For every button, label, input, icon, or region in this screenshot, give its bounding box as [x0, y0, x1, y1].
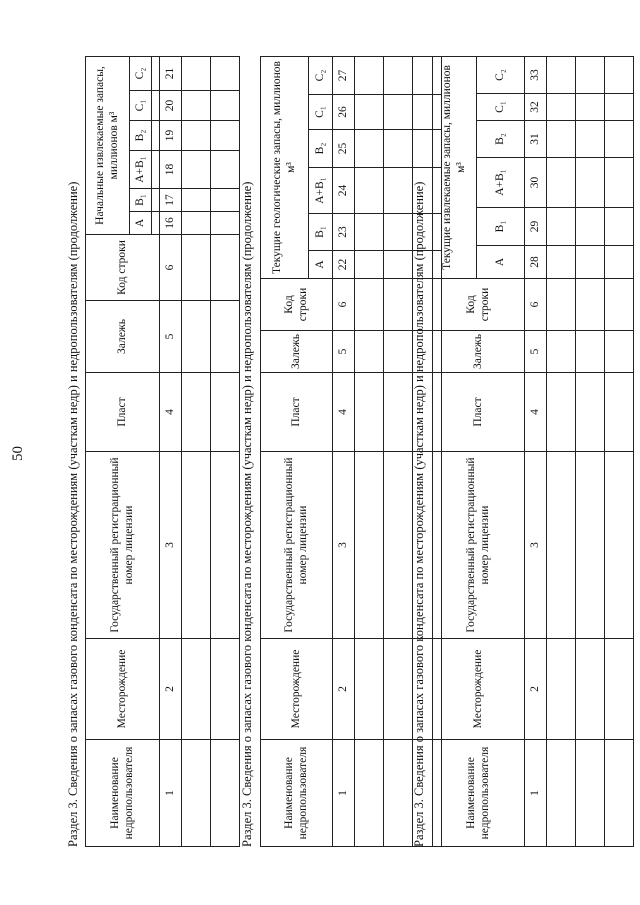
header-group-title: Начальные извлекаемые запасы, миллионов м³	[86, 56, 130, 234]
col-number: 4	[333, 373, 355, 452]
page-number: 50	[10, 446, 26, 461]
header-license: Государственный регистрационный номер лицензии	[261, 452, 333, 639]
column-number-row	[333, 56, 355, 846]
col-number: 5	[333, 331, 355, 373]
header-group-title: Текущие извлекаемые запасы, миллионов м³	[433, 56, 477, 278]
table-row	[576, 56, 605, 846]
header-cat-c1: C₁	[309, 95, 333, 130]
col-number: 1	[333, 740, 355, 847]
col-number: 2	[333, 639, 355, 740]
header-cat-a-b1: А+B₁	[477, 158, 525, 208]
col-number: 28	[525, 246, 547, 279]
col-number: 2	[160, 639, 182, 740]
header-layer: Пласт	[86, 373, 160, 452]
header-license: Государственный регистрационный номер лицензии	[86, 452, 160, 639]
col-number: 29	[525, 208, 547, 246]
column-number-row	[160, 56, 182, 846]
col-number: 17	[160, 189, 182, 212]
header-deposit: Залежь	[261, 331, 333, 373]
col-number: 18	[160, 151, 182, 189]
col-number: 33	[525, 56, 547, 93]
header-cat-a: А	[130, 212, 152, 235]
col-number: 6	[525, 279, 547, 331]
table-row	[211, 56, 240, 846]
header-cat-c2: C₂	[130, 56, 152, 90]
col-number: 22	[333, 251, 355, 279]
col-number: 24	[333, 168, 355, 214]
header-subsoil-user: Наименование недропользователя	[86, 740, 160, 847]
table-row	[182, 56, 211, 846]
table-row	[547, 56, 576, 846]
header-cat-b1: B₁	[477, 208, 525, 246]
header-deposit: Залежь	[86, 301, 160, 373]
header-license: Государственный регистрационный номер лицензии	[433, 452, 525, 639]
col-number: 32	[525, 94, 547, 121]
col-number: 6	[160, 235, 182, 301]
col-number: 23	[333, 214, 355, 251]
col-number: 4	[160, 373, 182, 452]
col-number: 1	[160, 740, 182, 847]
header-cat-c1: C₁	[477, 94, 525, 121]
header-row-code: Код строки	[261, 279, 333, 331]
header-cat-c2: C₂	[309, 56, 333, 94]
table-current-recoverable	[432, 56, 634, 847]
header-subsoil-user: Наименование недропользователя	[433, 740, 525, 847]
column-number-row	[525, 56, 547, 846]
header-field: Месторождение	[261, 639, 333, 740]
header-layer: Пласт	[433, 373, 525, 452]
col-number: 16	[160, 212, 182, 235]
col-number: 1	[525, 740, 547, 847]
col-number: 31	[525, 121, 547, 158]
col-number: 3	[333, 452, 355, 639]
col-number: 30	[525, 158, 547, 208]
col-number: 27	[333, 56, 355, 94]
header-row-code: Код строки	[433, 279, 525, 331]
header-field: Месторождение	[86, 639, 160, 740]
table-initial-recoverable	[85, 56, 240, 847]
col-number: 19	[160, 121, 182, 151]
header-cat-a: А	[309, 251, 333, 279]
header-cat-a: А	[477, 246, 525, 279]
col-number: 2	[525, 639, 547, 740]
header-cat-b2: B₂	[477, 121, 525, 158]
col-number: 6	[333, 279, 355, 331]
table-row	[384, 56, 413, 846]
header-layer: Пласт	[261, 373, 333, 452]
header-group-title: Текущие геологические запасы, миллионов м³	[261, 56, 309, 278]
header-cat-c1: C₁	[130, 91, 152, 121]
col-number: 26	[333, 95, 355, 130]
table-row	[605, 56, 634, 846]
col-number: 5	[525, 331, 547, 373]
header-field: Месторождение	[433, 639, 525, 740]
col-number: 3	[160, 452, 182, 639]
section-caption-1: Раздел 3. Сведения о запасах газового конденсата по месторождениям (участкам недр) и недропользователям (продолжение)	[66, 181, 80, 847]
section-caption-2: Раздел 3. Сведения о запасах газового конденсата по месторождениям (участкам недр) и недропользователям (продолжение)	[240, 181, 254, 847]
col-number: 4	[525, 373, 547, 452]
header-cat-a-b1: А+B₁	[130, 151, 152, 189]
col-number: 5	[160, 301, 182, 373]
header-cat-b2: B₂	[309, 130, 333, 168]
section-caption-3: Раздел 3. Сведения о запасах газового конденсата по месторождениям (участкам недр) и недропользователям (продолжение)	[412, 181, 426, 847]
header-deposit: Залежь	[433, 331, 525, 373]
header-cat-b2: B₂	[130, 121, 152, 151]
col-number: 20	[160, 91, 182, 121]
header-subsoil-user: Наименование недропользователя	[261, 740, 333, 847]
header-cat-b1: B₁	[130, 189, 152, 212]
header-cat-b1: B₁	[309, 214, 333, 251]
table-row	[355, 56, 384, 846]
col-number: 25	[333, 130, 355, 168]
col-number: 3	[525, 452, 547, 639]
col-number: 21	[160, 56, 182, 90]
header-row-code: Код строки	[86, 235, 160, 301]
header-cat-a-b1: А+B₁	[309, 168, 333, 214]
header-cat-c2: C₂	[477, 56, 525, 93]
